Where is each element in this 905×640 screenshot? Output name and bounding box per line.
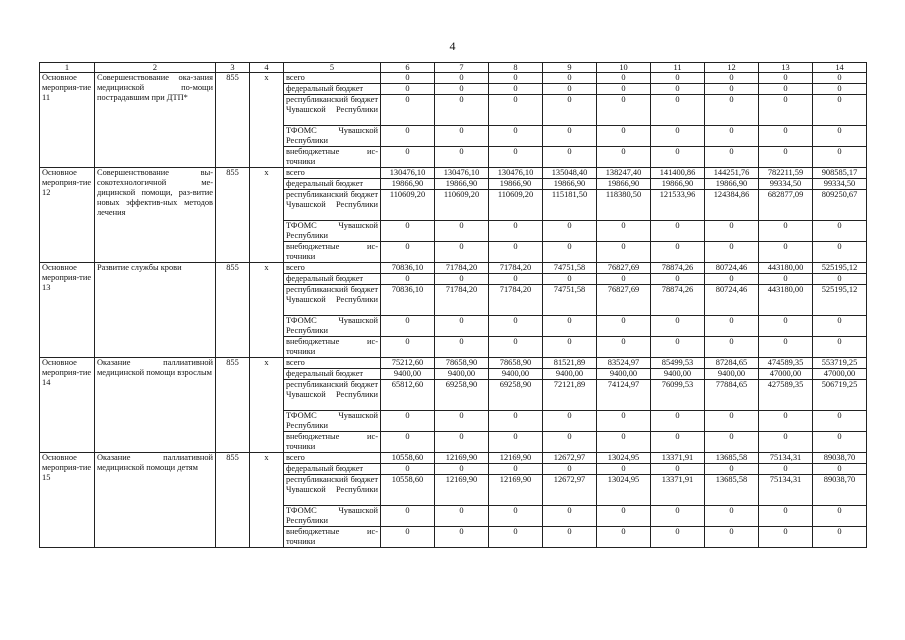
amount-cell: 71784,20	[435, 285, 489, 316]
activity-name-cell: Совершенствование ока-зания медицинской по-мощи пострадавшим при ДТП*	[95, 73, 216, 168]
amount-cell: 0	[651, 432, 705, 453]
amount-cell: 0	[813, 147, 867, 168]
amount-cell: 76827,69	[597, 263, 651, 274]
amount-cell: 0	[705, 274, 759, 285]
amount-cell: 0	[651, 506, 705, 527]
amount-cell: 0	[543, 506, 597, 527]
amount-cell: 0	[489, 73, 543, 84]
table-row	[40, 73, 867, 84]
amount-cell: 9400,00	[489, 369, 543, 380]
amount-cell: 0	[759, 337, 813, 358]
amount-cell: 0	[705, 432, 759, 453]
amount-cell: 78658,90	[489, 358, 543, 369]
amount-cell: 9400,00	[543, 369, 597, 380]
amount-cell: 19866,90	[543, 179, 597, 190]
amount-cell: 0	[651, 527, 705, 548]
amount-cell: 0	[489, 411, 543, 432]
amount-cell: 99334,50	[759, 179, 813, 190]
amount-cell: 0	[759, 84, 813, 95]
amount-cell: 65812,60	[381, 380, 435, 411]
amount-cell: 74124,97	[597, 380, 651, 411]
amount-cell: 0	[651, 73, 705, 84]
amount-cell: 0	[543, 316, 597, 337]
amount-cell: 0	[435, 84, 489, 95]
table-row	[40, 453, 867, 464]
amount-cell: 0	[759, 73, 813, 84]
activity-number-cell: Основное мероприя-тие 15	[40, 453, 95, 548]
amount-cell: 19866,90	[381, 179, 435, 190]
amount-cell: 0	[381, 432, 435, 453]
amount-cell: 0	[813, 464, 867, 475]
amount-cell: 13371,91	[651, 475, 705, 506]
funding-source-cell: всего	[284, 263, 381, 274]
amount-cell: 0	[597, 464, 651, 475]
funding-source-cell: республиканский бюджет Чувашской Республики	[284, 190, 381, 221]
budget-table	[39, 62, 867, 548]
funding-source-cell: внебюджетные ис-точники	[284, 147, 381, 168]
amount-cell: 13685,58	[705, 453, 759, 464]
amount-cell: 0	[597, 274, 651, 285]
table-row	[40, 168, 867, 179]
amount-cell: 0	[543, 84, 597, 95]
amount-cell: 75134,31	[759, 453, 813, 464]
amount-cell: 141400,86	[651, 168, 705, 179]
amount-cell: 0	[435, 337, 489, 358]
amount-cell: 19866,90	[651, 179, 705, 190]
funding-source-cell: внебюджетные ис-точники	[284, 527, 381, 548]
amount-cell: 0	[381, 221, 435, 242]
amount-cell: 0	[651, 337, 705, 358]
amount-cell: 0	[489, 147, 543, 168]
amount-cell: 0	[705, 126, 759, 147]
funding-source-cell: федеральный бюджет	[284, 84, 381, 95]
amount-cell: 443180,00	[759, 263, 813, 274]
amount-cell: 130476,10	[435, 168, 489, 179]
amount-cell: 0	[651, 147, 705, 168]
amount-cell: 0	[489, 316, 543, 337]
amount-cell: 87284,65	[705, 358, 759, 369]
amount-cell: 0	[489, 527, 543, 548]
amount-cell: 525195,12	[813, 263, 867, 274]
amount-cell: 0	[543, 126, 597, 147]
activity-name-cell: Развитие службы крови	[95, 263, 216, 358]
amount-cell: 69258,90	[489, 380, 543, 411]
amount-cell: 427589,35	[759, 380, 813, 411]
amount-cell: 19866,90	[597, 179, 651, 190]
amount-cell: 0	[597, 432, 651, 453]
amount-cell: 0	[381, 274, 435, 285]
amount-cell: 0	[759, 506, 813, 527]
amount-cell: 0	[435, 527, 489, 548]
amount-cell: 0	[489, 221, 543, 242]
amount-cell: 0	[543, 432, 597, 453]
amount-cell: 0	[435, 274, 489, 285]
amount-cell: 130476,10	[489, 168, 543, 179]
amount-cell: 0	[381, 73, 435, 84]
amount-cell: 0	[381, 147, 435, 168]
amount-cell: 0	[489, 84, 543, 95]
amount-cell: 13024,95	[597, 475, 651, 506]
amount-cell: 0	[651, 84, 705, 95]
amount-cell: 0	[489, 464, 543, 475]
amount-cell: 506719,25	[813, 380, 867, 411]
amount-cell: 0	[597, 337, 651, 358]
amount-cell: 13685,58	[705, 475, 759, 506]
funding-source-cell: всего	[284, 168, 381, 179]
funding-source-cell: республиканский бюджет Чувашской Республики	[284, 95, 381, 126]
amount-cell: 0	[813, 73, 867, 84]
amount-cell: 47000,00	[759, 369, 813, 380]
amount-cell: 0	[381, 95, 435, 126]
amount-cell: 74751,58	[543, 263, 597, 274]
amount-cell: 47000,00	[813, 369, 867, 380]
amount-cell: 0	[381, 411, 435, 432]
amount-cell: 0	[435, 242, 489, 263]
amount-cell: 0	[759, 242, 813, 263]
amount-cell: 0	[597, 506, 651, 527]
amount-cell: 71784,20	[489, 285, 543, 316]
amount-cell: 78874,26	[651, 285, 705, 316]
amount-cell: 0	[435, 221, 489, 242]
amount-cell: 0	[705, 464, 759, 475]
code-cell: 855	[216, 358, 250, 453]
amount-cell: 124384,86	[705, 190, 759, 221]
column-number-header: 11	[651, 63, 705, 73]
amount-cell: 0	[813, 95, 867, 126]
amount-cell: 12169,90	[435, 475, 489, 506]
amount-cell: 0	[435, 411, 489, 432]
amount-cell: 0	[651, 464, 705, 475]
amount-cell: 0	[489, 337, 543, 358]
amount-cell: 9400,00	[597, 369, 651, 380]
table-body	[40, 63, 867, 548]
amount-cell: 135048,40	[543, 168, 597, 179]
funding-source-cell: федеральный бюджет	[284, 369, 381, 380]
amount-cell: 0	[435, 316, 489, 337]
amount-cell: 75134,31	[759, 475, 813, 506]
amount-cell: 0	[597, 73, 651, 84]
amount-cell: 110609,20	[381, 190, 435, 221]
amount-cell: 0	[381, 84, 435, 95]
amount-cell: 12169,90	[435, 453, 489, 464]
activity-number-cell: Основное мероприя-тие 14	[40, 358, 95, 453]
column-number-header: 4	[250, 63, 284, 73]
amount-cell: 144251,76	[705, 168, 759, 179]
amount-cell: 78874,26	[651, 263, 705, 274]
amount-cell: 0	[813, 316, 867, 337]
activity-name-cell: Оказание паллиативной медицинской помощи взрослым	[95, 358, 216, 453]
amount-cell: 0	[597, 95, 651, 126]
amount-cell: 80724,46	[705, 263, 759, 274]
amount-cell: 83524,97	[597, 358, 651, 369]
amount-cell: 782211,59	[759, 168, 813, 179]
code-cell: 855	[216, 73, 250, 168]
amount-cell: 0	[813, 411, 867, 432]
amount-cell: 0	[597, 221, 651, 242]
amount-cell: 0	[759, 432, 813, 453]
amount-cell: 0	[651, 126, 705, 147]
amount-cell: 12672,97	[543, 453, 597, 464]
code-cell: 855	[216, 453, 250, 548]
amount-cell: 0	[435, 126, 489, 147]
amount-cell: 0	[705, 337, 759, 358]
amount-cell: 89038,70	[813, 475, 867, 506]
amount-cell: 130476,10	[381, 168, 435, 179]
amount-cell: 0	[435, 432, 489, 453]
amount-cell: 110609,20	[489, 190, 543, 221]
table-row	[40, 358, 867, 369]
header-row	[40, 63, 867, 73]
column-number-header: 14	[813, 63, 867, 73]
amount-cell: 10558,60	[381, 475, 435, 506]
amount-cell: 0	[597, 147, 651, 168]
amount-cell: 443180,00	[759, 285, 813, 316]
marker-cell: x	[250, 168, 284, 263]
amount-cell: 0	[651, 221, 705, 242]
amount-cell: 0	[597, 242, 651, 263]
amount-cell: 0	[543, 95, 597, 126]
amount-cell: 0	[543, 527, 597, 548]
amount-cell: 0	[759, 126, 813, 147]
funding-source-cell: федеральный бюджет	[284, 179, 381, 190]
funding-source-cell: внебюджетные ис-точники	[284, 432, 381, 453]
amount-cell: 809250,67	[813, 190, 867, 221]
column-number-header: 5	[284, 63, 381, 73]
amount-cell: 85499,53	[651, 358, 705, 369]
amount-cell: 0	[813, 337, 867, 358]
amount-cell: 0	[813, 126, 867, 147]
column-number-header: 10	[597, 63, 651, 73]
amount-cell: 0	[543, 411, 597, 432]
column-number-header: 2	[95, 63, 216, 73]
amount-cell: 121533,96	[651, 190, 705, 221]
amount-cell: 70836,10	[381, 263, 435, 274]
column-number-header: 1	[40, 63, 95, 73]
amount-cell: 76827,69	[597, 285, 651, 316]
funding-source-cell: республиканский бюджет Чувашской Республики	[284, 285, 381, 316]
funding-source-cell: ТФОМС Чувашской Республики	[284, 411, 381, 432]
amount-cell: 19866,90	[705, 179, 759, 190]
table-row	[40, 263, 867, 274]
amount-cell: 76099,53	[651, 380, 705, 411]
funding-source-cell: федеральный бюджет	[284, 464, 381, 475]
marker-cell: x	[250, 73, 284, 168]
marker-cell: x	[250, 358, 284, 453]
amount-cell: 110609,20	[435, 190, 489, 221]
amount-cell: 0	[489, 95, 543, 126]
column-number-header: 7	[435, 63, 489, 73]
amount-cell: 115181,50	[543, 190, 597, 221]
amount-cell: 19866,90	[489, 179, 543, 190]
amount-cell: 0	[759, 316, 813, 337]
amount-cell: 0	[543, 147, 597, 168]
amount-cell: 0	[813, 221, 867, 242]
funding-source-cell: внебюджетные ис-точники	[284, 337, 381, 358]
amount-cell: 0	[543, 73, 597, 84]
amount-cell: 0	[651, 95, 705, 126]
amount-cell: 0	[543, 464, 597, 475]
amount-cell: 0	[543, 337, 597, 358]
amount-cell: 13024,95	[597, 453, 651, 464]
amount-cell: 81521,89	[543, 358, 597, 369]
amount-cell: 0	[489, 242, 543, 263]
amount-cell: 0	[543, 242, 597, 263]
column-number-header: 8	[489, 63, 543, 73]
amount-cell: 0	[705, 221, 759, 242]
amount-cell: 80724,46	[705, 285, 759, 316]
amount-cell: 0	[705, 316, 759, 337]
activity-number-cell: Основное мероприя-тие 12	[40, 168, 95, 263]
funding-source-cell: республиканский бюджет Чувашской Республики	[284, 475, 381, 506]
amount-cell: 0	[381, 337, 435, 358]
amount-cell: 0	[813, 274, 867, 285]
column-number-header: 6	[381, 63, 435, 73]
amount-cell: 0	[381, 126, 435, 147]
amount-cell: 0	[381, 316, 435, 337]
activity-number-cell: Основное мероприя-тие 11	[40, 73, 95, 168]
amount-cell: 12169,90	[489, 475, 543, 506]
amount-cell: 0	[381, 242, 435, 263]
amount-cell: 553719,25	[813, 358, 867, 369]
marker-cell: x	[250, 263, 284, 358]
amount-cell: 0	[543, 274, 597, 285]
amount-cell: 0	[381, 506, 435, 527]
amount-cell: 0	[435, 464, 489, 475]
amount-cell: 0	[381, 464, 435, 475]
amount-cell: 0	[597, 84, 651, 95]
amount-cell: 908585,17	[813, 168, 867, 179]
page-number: 4	[449, 39, 456, 53]
amount-cell: 0	[759, 527, 813, 548]
amount-cell: 99334,50	[813, 179, 867, 190]
amount-cell: 525195,12	[813, 285, 867, 316]
amount-cell: 0	[489, 274, 543, 285]
funding-source-cell: ТФОМС Чувашской Республики	[284, 221, 381, 242]
column-number-header: 9	[543, 63, 597, 73]
amount-cell: 0	[813, 506, 867, 527]
amount-cell: 71784,20	[435, 263, 489, 274]
amount-cell: 0	[705, 527, 759, 548]
amount-cell: 0	[543, 221, 597, 242]
amount-cell: 0	[759, 464, 813, 475]
funding-source-cell: всего	[284, 358, 381, 369]
amount-cell: 0	[597, 527, 651, 548]
amount-cell: 0	[705, 411, 759, 432]
amount-cell: 0	[489, 126, 543, 147]
amount-cell: 0	[813, 84, 867, 95]
amount-cell: 0	[705, 242, 759, 263]
amount-cell: 10558,60	[381, 453, 435, 464]
column-number-header: 13	[759, 63, 813, 73]
amount-cell: 12672,97	[543, 475, 597, 506]
amount-cell: 0	[597, 411, 651, 432]
amount-cell: 0	[489, 506, 543, 527]
amount-cell: 9400,00	[381, 369, 435, 380]
amount-cell: 0	[813, 242, 867, 263]
amount-cell: 0	[705, 73, 759, 84]
amount-cell: 0	[597, 126, 651, 147]
amount-cell: 0	[435, 95, 489, 126]
amount-cell: 78658,90	[435, 358, 489, 369]
column-number-header: 3	[216, 63, 250, 73]
column-number-header: 12	[705, 63, 759, 73]
amount-cell: 0	[705, 506, 759, 527]
amount-cell: 0	[489, 432, 543, 453]
activity-number-cell: Основное мероприя-тие 13	[40, 263, 95, 358]
amount-cell: 0	[759, 221, 813, 242]
amount-cell: 0	[651, 274, 705, 285]
marker-cell: x	[250, 453, 284, 548]
activity-name-cell: Совершенствование вы-сокотехнологичной ме-дицинской помощи, раз-витие новых эффектив-ных методов лечения	[95, 168, 216, 263]
amount-cell: 71784,20	[489, 263, 543, 274]
amount-cell: 0	[759, 147, 813, 168]
amount-cell: 72121,89	[543, 380, 597, 411]
funding-source-cell: республиканский бюджет Чувашской Республики	[284, 380, 381, 411]
amount-cell: 12169,90	[489, 453, 543, 464]
amount-cell: 0	[435, 506, 489, 527]
amount-cell: 9400,00	[435, 369, 489, 380]
funding-source-cell: внебюджетные ис-точники	[284, 242, 381, 263]
amount-cell: 0	[759, 274, 813, 285]
amount-cell: 0	[705, 84, 759, 95]
amount-cell: 9400,00	[705, 369, 759, 380]
amount-cell: 118380,50	[597, 190, 651, 221]
amount-cell: 0	[759, 411, 813, 432]
funding-source-cell: ТФОМС Чувашской Республики	[284, 126, 381, 147]
amount-cell: 0	[651, 242, 705, 263]
amount-cell: 0	[705, 147, 759, 168]
amount-cell: 77884,65	[705, 380, 759, 411]
amount-cell: 0	[597, 316, 651, 337]
amount-cell: 19866,90	[435, 179, 489, 190]
amount-cell: 75212,60	[381, 358, 435, 369]
amount-cell: 70836,10	[381, 285, 435, 316]
amount-cell: 0	[651, 316, 705, 337]
amount-cell: 89038,70	[813, 453, 867, 464]
amount-cell: 138247,40	[597, 168, 651, 179]
funding-source-cell: ТФОМС Чувашской Республики	[284, 506, 381, 527]
amount-cell: 74751,58	[543, 285, 597, 316]
funding-source-cell: ТФОМС Чувашской Республики	[284, 316, 381, 337]
amount-cell: 0	[651, 411, 705, 432]
code-cell: 855	[216, 263, 250, 358]
amount-cell: 0	[813, 432, 867, 453]
amount-cell: 0	[435, 147, 489, 168]
amount-cell: 69258,90	[435, 380, 489, 411]
funding-source-cell: всего	[284, 73, 381, 84]
amount-cell: 9400,00	[651, 369, 705, 380]
amount-cell: 0	[381, 527, 435, 548]
amount-cell: 13371,91	[651, 453, 705, 464]
funding-source-cell: всего	[284, 453, 381, 464]
funding-source-cell: федеральный бюджет	[284, 274, 381, 285]
amount-cell: 0	[435, 73, 489, 84]
amount-cell: 0	[813, 527, 867, 548]
amount-cell: 0	[705, 95, 759, 126]
amount-cell: 682877,09	[759, 190, 813, 221]
activity-name-cell: Оказание паллиативной медицинской помощи детям	[95, 453, 216, 548]
amount-cell: 474589,35	[759, 358, 813, 369]
amount-cell: 0	[759, 95, 813, 126]
code-cell: 855	[216, 168, 250, 263]
